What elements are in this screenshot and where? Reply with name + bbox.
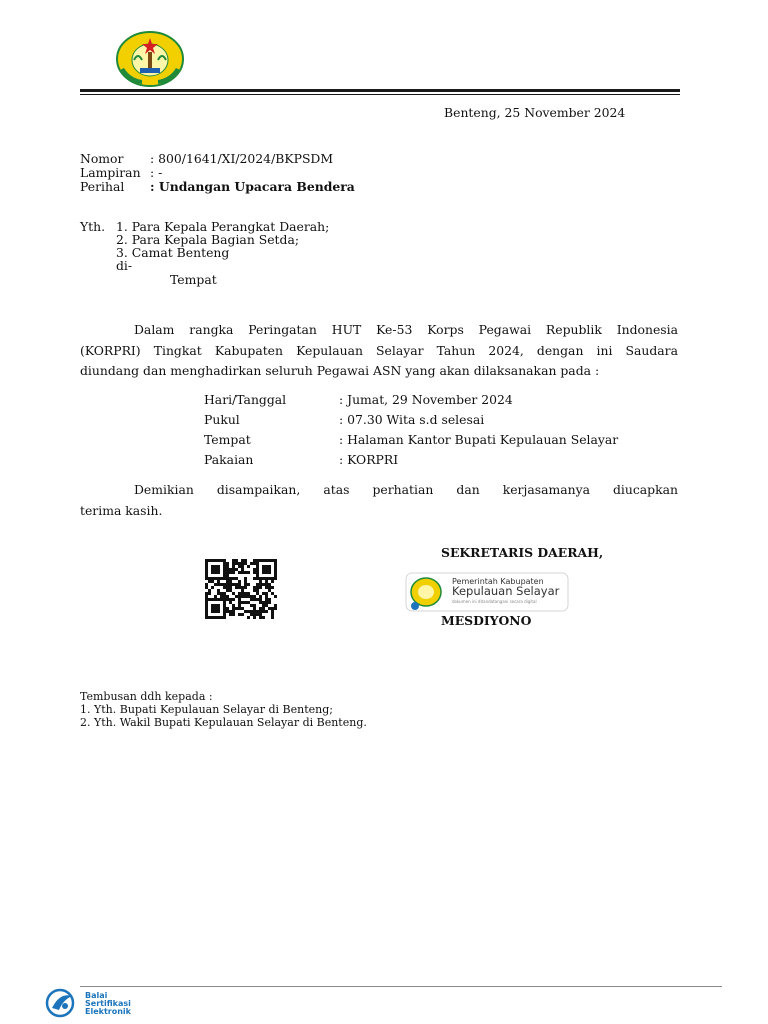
emblem-icon bbox=[112, 30, 188, 88]
detail-label: Hari/Tanggal bbox=[204, 392, 287, 407]
meta-label: Lampiran bbox=[80, 165, 141, 180]
bsre-text-line: Elektronik bbox=[85, 1007, 131, 1016]
addressee-item: 2. Para Kepala Bagian Setda; bbox=[116, 232, 300, 247]
addressee-yth: Yth. bbox=[80, 219, 106, 234]
bsre-text-line: Balai bbox=[85, 991, 108, 1000]
bsre-logo bbox=[45, 988, 165, 1018]
detail-value: : KORPRI bbox=[339, 452, 399, 467]
bsre-emblem-icon bbox=[45, 988, 81, 1018]
cc-item: 2. Yth. Wakil Bupati Kepulauan Selayar di Benteng. bbox=[80, 716, 367, 729]
header-rule-thin bbox=[80, 94, 680, 95]
meta-perihal bbox=[80, 180, 355, 194]
detail-value: : Halaman Kantor Bupati Kepulauan Selayar bbox=[339, 432, 619, 447]
cc-item: 1. Yth. Bupati Kepulauan Selayar di Benteng; bbox=[80, 703, 333, 716]
closing-line: Demikian disampaikan, atas perhatian dan kerjasamanya diucapkan bbox=[134, 482, 678, 497]
body-line: diundang dan menghadirkan seluruh Pegawai ASN yang akan dilaksanakan pada : bbox=[80, 363, 600, 378]
addressee-tempat: Tempat bbox=[170, 272, 217, 287]
bsre-text-line: Sertifikasi bbox=[85, 999, 131, 1008]
footer-rule bbox=[80, 986, 722, 987]
body-line: Dalam rangka Peringatan HUT Ke-53 Korps Pegawai Republik Indonesia bbox=[134, 322, 678, 337]
detail-value: : 07.30 Wita s.d selesai bbox=[339, 412, 485, 427]
addressee-item: 1. Para Kepala Perangkat Daerah; bbox=[116, 219, 330, 234]
meta-label: Perihal bbox=[80, 179, 125, 194]
signatory-name: MESDIYONO bbox=[441, 613, 532, 628]
stamp-line-2: Kepulauan Selayar bbox=[452, 584, 560, 598]
detail-label: Tempat bbox=[204, 432, 251, 447]
addressee-di: di- bbox=[116, 258, 133, 273]
qr-code-icon bbox=[205, 559, 277, 619]
meta-value: : 800/1641/XI/2024/BKPSDM bbox=[150, 151, 334, 166]
addressee-item: 3. Camat Benteng bbox=[116, 245, 230, 260]
header-rule-thick bbox=[80, 89, 680, 92]
qr-code bbox=[205, 559, 277, 619]
meta-lampiran bbox=[80, 166, 162, 180]
stamp-line-3: dokumen ini ditandatangani secara digital bbox=[452, 599, 537, 604]
meta-value: : - bbox=[150, 165, 163, 180]
subject-value: : Undangan Upacara Bendera bbox=[150, 179, 355, 194]
meta-label: Nomor bbox=[80, 151, 124, 166]
detail-label: Pakaian bbox=[204, 452, 254, 467]
letter-date: Benteng, 25 November 2024 bbox=[444, 105, 626, 120]
meta-nomor bbox=[80, 152, 333, 166]
regency-emblem-logo bbox=[112, 30, 188, 88]
detail-value: : Jumat, 29 November 2024 bbox=[339, 392, 513, 407]
signatory-title: SEKRETARIS DAERAH, bbox=[441, 545, 604, 560]
stamp-line-1: Pemerintah Kabupaten bbox=[452, 577, 544, 586]
body-line: (KORPRI) Tingkat Kabupaten Kepulauan Selayar Tahun 2024, dengan ini Saudara bbox=[80, 342, 678, 358]
cc-heading: Tembusan ddh kepada : bbox=[80, 690, 213, 703]
body-paragraph bbox=[80, 320, 678, 382]
digital-signature-stamp bbox=[405, 572, 569, 612]
closing-paragraph bbox=[80, 480, 678, 521]
closing-line: terima kasih. bbox=[80, 502, 163, 518]
detail-label: Pukul bbox=[204, 412, 240, 427]
